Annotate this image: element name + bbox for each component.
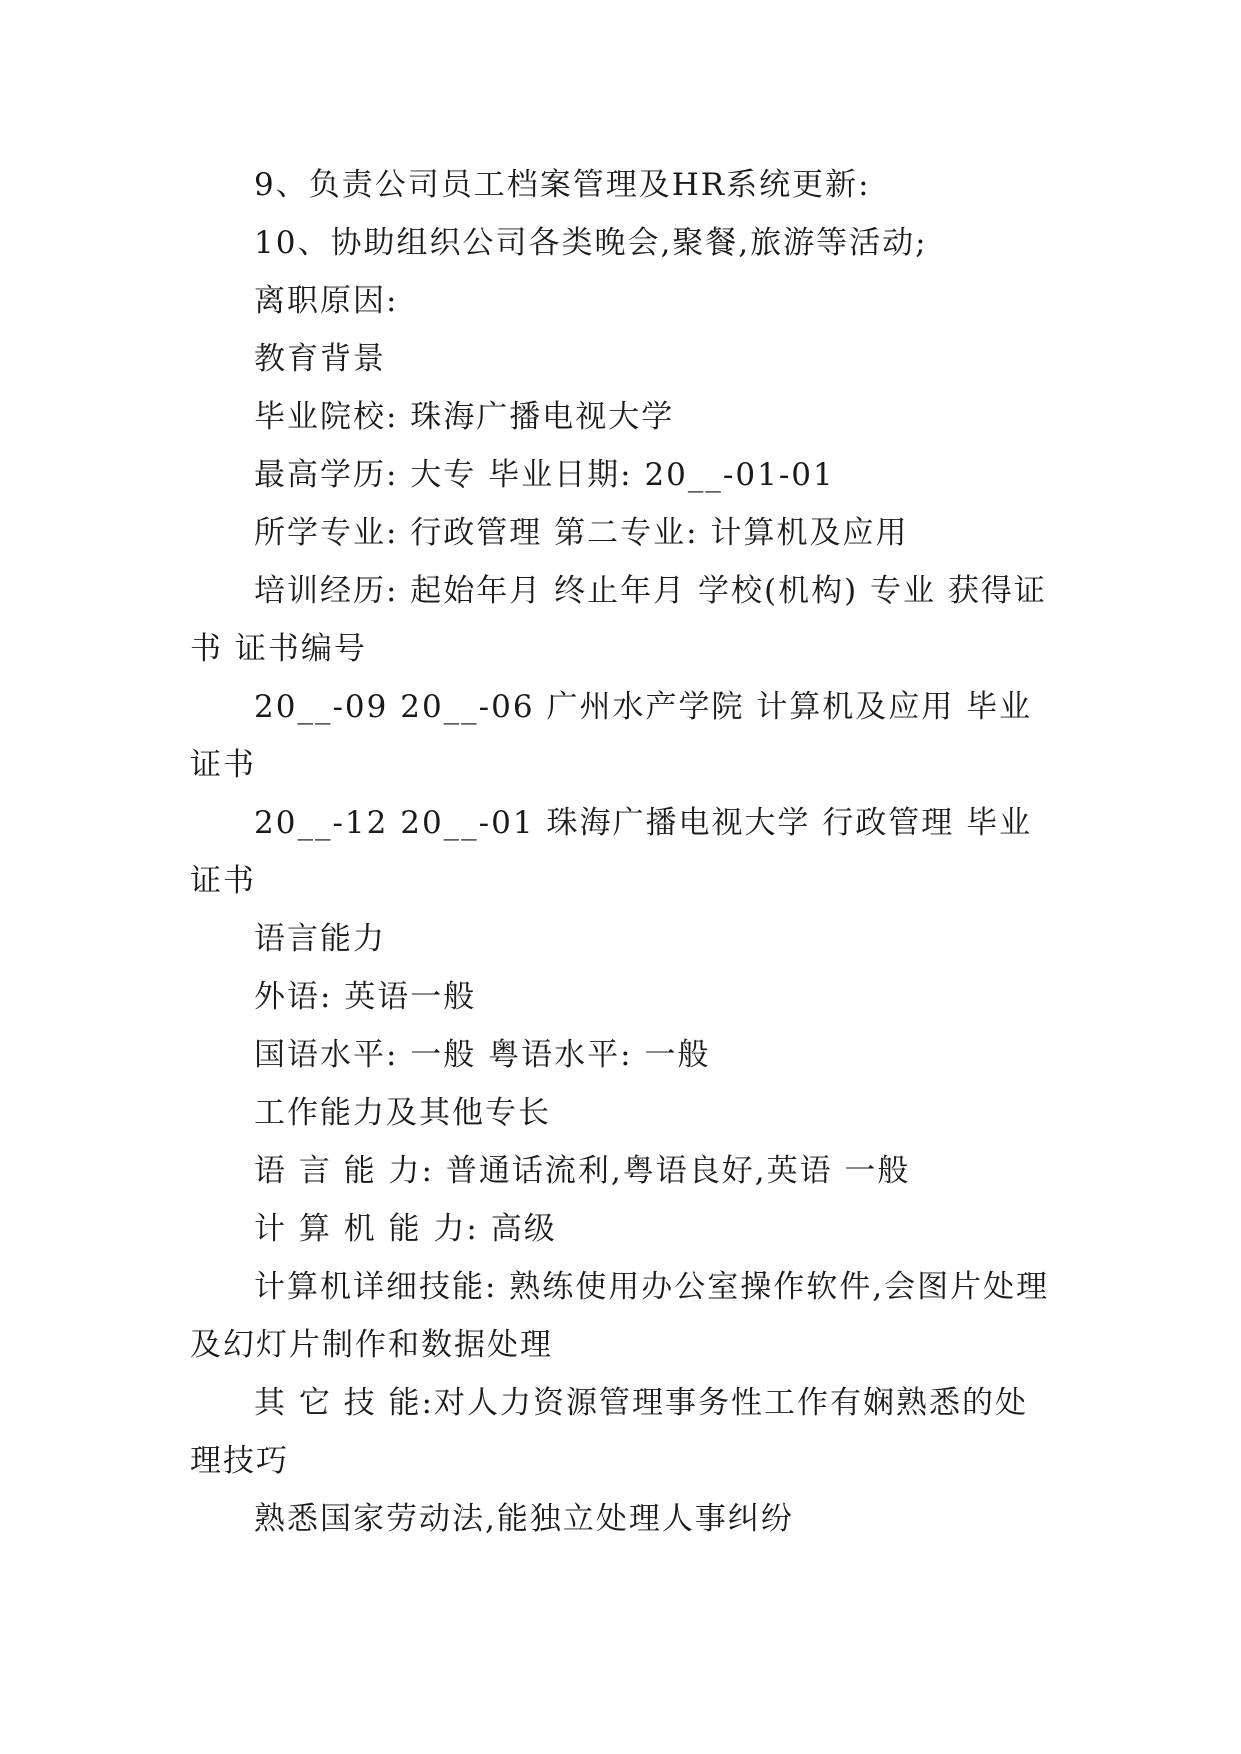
paragraph-labor-law: 熟悉国家劳动法,能独立处理人事纠纷	[254, 1501, 794, 1537]
paragraph-major: 所学专业: 行政管理 第二专业: 计算机及应用	[254, 515, 909, 551]
paragraph-computer-ability: 计 算 机 能 力: 高级	[254, 1211, 557, 1247]
paragraph-leave-reason: 离职原因:	[254, 283, 399, 319]
paragraph-foreign-language: 外语: 英语一般	[254, 979, 477, 1015]
heading-education: 教育背景	[254, 341, 386, 377]
paragraph-school: 毕业院校: 珠海广播电视大学	[254, 399, 675, 435]
paragraph-mandarin-cantonese: 国语水平: 一般 粤语水平: 一般	[254, 1037, 711, 1073]
paragraph-language-ability: 语 言 能 力: 普通话流利,粤语良好,英语 一般	[254, 1153, 911, 1189]
document-body	[190, 156, 1052, 1548]
paragraph-training-header: 培训经历: 起始年月 终止年月 学校(机构) 专业 获得证书 证书编号	[190, 573, 1047, 667]
paragraph-other-skills: 其 它 技 能:对人力资源管理事务性工作有娴熟悉的处理技巧	[190, 1385, 1029, 1479]
paragraph-duty-9: 9、负责公司员工档案管理及HR系统更新:	[254, 167, 871, 203]
paragraph-degree: 最高学历: 大专 毕业日期: 20__-01-01	[254, 457, 835, 493]
paragraph-training-row-2: 20__-12 20__-01 珠海广播电视大学 行政管理 毕业证书	[190, 805, 1033, 899]
paragraph-training-row-1: 20__-09 20__-06 广州水产学院 计算机及应用 毕业证书	[190, 689, 1033, 783]
heading-skills: 工作能力及其他专长	[254, 1095, 551, 1131]
paragraph-duty-10: 10、协助组织公司各类晚会,聚餐,旅游等活动;	[254, 225, 928, 261]
paragraph-computer-skills: 计算机详细技能: 熟练使用办公室操作软件,会图片处理及幻灯片制作和数据处理	[190, 1269, 1050, 1363]
heading-language: 语言能力	[254, 921, 386, 957]
